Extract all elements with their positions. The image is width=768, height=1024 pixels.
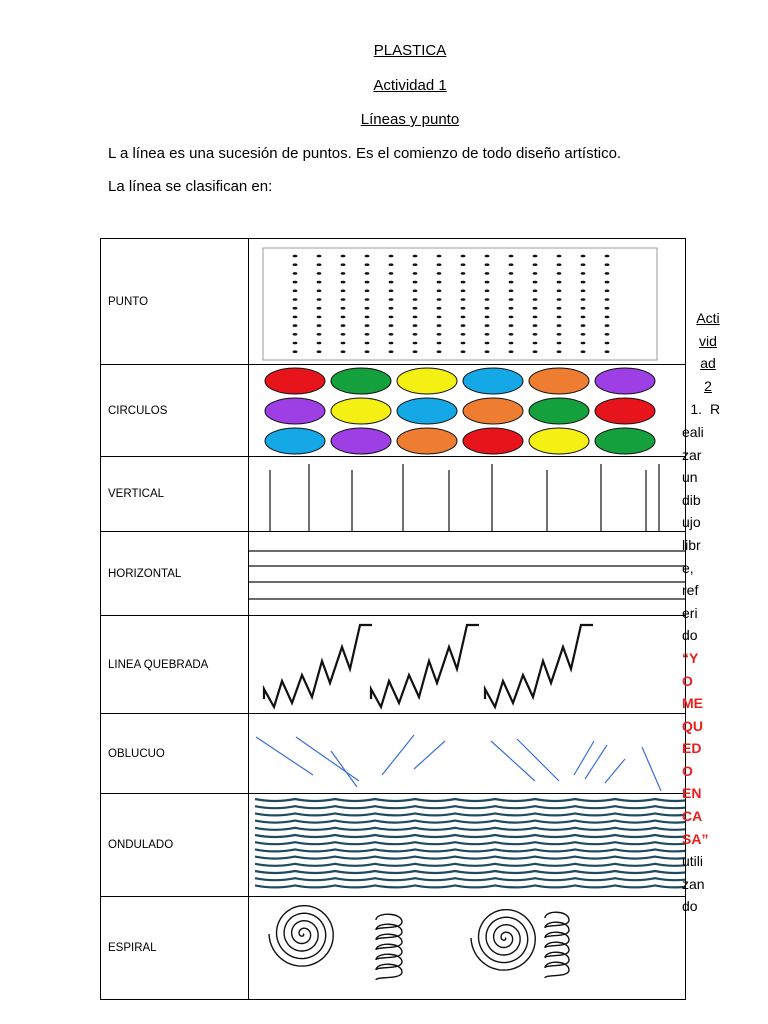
dot (293, 289, 298, 292)
dot (413, 324, 418, 327)
activity-title: Actividad 1 (373, 77, 447, 94)
dot (557, 341, 562, 344)
dot (485, 263, 490, 266)
dot (389, 341, 394, 344)
dot (485, 272, 490, 275)
dot (341, 280, 346, 283)
dot (533, 333, 538, 336)
dot (557, 254, 562, 257)
oblique-line (491, 741, 535, 781)
dot (533, 341, 538, 344)
dot (605, 298, 610, 301)
dot (317, 324, 322, 327)
row-label: HORIZONTAL (101, 532, 249, 616)
dot (389, 298, 394, 301)
dot (581, 306, 586, 309)
dot (293, 324, 298, 327)
list-number: 1. (690, 401, 702, 418)
dot (557, 272, 562, 275)
dot (293, 254, 298, 257)
wavy-line (255, 863, 685, 865)
wavy-line (255, 842, 685, 844)
dot (293, 306, 298, 309)
dot (461, 280, 466, 283)
dot (461, 341, 466, 344)
dot (557, 333, 562, 336)
dot (413, 254, 418, 257)
dot (389, 289, 394, 292)
dot (413, 350, 418, 353)
dot (557, 280, 562, 283)
dot-grid (249, 240, 685, 364)
dot (365, 280, 370, 283)
dot (461, 298, 466, 301)
dot (437, 254, 442, 257)
zigzag-line (485, 625, 593, 707)
colored-circle (397, 398, 457, 424)
dot (341, 289, 346, 292)
dot (437, 333, 442, 336)
horizontal-lines (249, 533, 685, 615)
wavy-lines (249, 795, 685, 896)
horizontal-lines-picture (249, 532, 686, 616)
row-label: LINEA QUEBRADA (101, 616, 249, 714)
colored-circle (463, 428, 523, 454)
colored-circle (463, 368, 523, 394)
highlight-word: O (682, 672, 693, 689)
dot (365, 289, 370, 292)
dot (413, 263, 418, 266)
dot (293, 350, 298, 353)
wavy-line (255, 835, 685, 837)
dot (485, 315, 490, 318)
highlight-word: ED (682, 740, 702, 757)
colored-circle (265, 398, 325, 424)
table-row (101, 457, 686, 532)
colored-circles (249, 366, 685, 456)
dot (365, 350, 370, 353)
oblique-line (296, 737, 359, 781)
colored-circle (265, 428, 325, 454)
dot (581, 272, 586, 275)
dot (437, 298, 442, 301)
dot (533, 306, 538, 309)
dot (581, 350, 586, 353)
highlight-word: “Y (682, 649, 699, 666)
dot (365, 272, 370, 275)
dot (365, 306, 370, 309)
dot (389, 263, 394, 266)
dot (341, 272, 346, 275)
dot (485, 324, 490, 327)
wavy-line (255, 827, 685, 829)
dot (317, 263, 322, 266)
activity-2-column (678, 307, 738, 918)
dot (533, 350, 538, 353)
dot (341, 254, 346, 257)
dot (533, 315, 538, 318)
instruction-word: ref (682, 582, 699, 599)
dot (509, 263, 514, 266)
highlight-word: O (682, 762, 693, 779)
dot (557, 263, 562, 266)
dot (581, 324, 586, 327)
dot (605, 350, 610, 353)
wavy-line (255, 878, 685, 880)
dot (461, 263, 466, 266)
dot (389, 306, 394, 309)
dot (437, 315, 442, 318)
dot (413, 272, 418, 275)
dot-grid-picture (249, 239, 686, 365)
dot (581, 254, 586, 257)
dot (605, 306, 610, 309)
wavy-line (255, 856, 685, 858)
dot (461, 350, 466, 353)
dot (533, 272, 538, 275)
dot (341, 341, 346, 344)
oblique-lines (249, 715, 685, 793)
wavy-picture (249, 794, 686, 897)
zigzag-line (371, 625, 479, 707)
colored-circle (529, 398, 589, 424)
dot (413, 306, 418, 309)
dot (365, 315, 370, 318)
dot (533, 254, 538, 257)
dot (485, 280, 490, 283)
dot (605, 263, 610, 266)
oblique-line (414, 741, 445, 769)
dot (317, 306, 322, 309)
dot (485, 298, 490, 301)
dot (461, 333, 466, 336)
spirals (249, 898, 685, 999)
highlight-word: CA (682, 808, 703, 825)
dot (341, 298, 346, 301)
instruction-word: do (682, 627, 698, 644)
wavy-line (255, 820, 685, 822)
instruction-word: R (710, 401, 721, 418)
dot (461, 254, 466, 257)
dot (557, 350, 562, 353)
dot (581, 280, 586, 283)
dot (413, 298, 418, 301)
oblique-line (331, 751, 357, 787)
dot (341, 263, 346, 266)
dot (413, 280, 418, 283)
dot (389, 333, 394, 336)
dot (413, 315, 418, 318)
zigzag-line (264, 625, 372, 707)
dot (533, 298, 538, 301)
instruction-first (678, 398, 738, 421)
dot (509, 306, 514, 309)
dot (341, 333, 346, 336)
colored-circle (595, 368, 655, 394)
dot (293, 333, 298, 336)
instruction-word: zan (682, 875, 705, 892)
zigzag-picture (249, 616, 686, 714)
spiral (269, 905, 333, 965)
table-row (101, 532, 686, 616)
dot (485, 333, 490, 336)
wavy-line (255, 806, 685, 808)
dot (581, 289, 586, 292)
colored-circle (331, 428, 391, 454)
dot (605, 324, 610, 327)
table-row (101, 239, 686, 365)
dot (509, 272, 514, 275)
dot (437, 280, 442, 283)
row-label: PUNTO (101, 239, 249, 365)
dot (293, 341, 298, 344)
dot (509, 254, 514, 257)
activity-2-heading: 2 (704, 377, 712, 394)
dot (581, 333, 586, 336)
dot (557, 298, 562, 301)
dot (485, 306, 490, 309)
dot (413, 333, 418, 336)
dot (509, 315, 514, 318)
dot (533, 280, 538, 283)
line-types-table (100, 238, 686, 1000)
highlight-word: EN (682, 785, 702, 802)
dot (605, 272, 610, 275)
highlight-word: ME (682, 695, 703, 712)
dot (533, 263, 538, 266)
dot (365, 254, 370, 257)
dot (437, 289, 442, 292)
instruction-word: eri (682, 604, 698, 621)
highlight-word: QU (682, 717, 703, 734)
dot (317, 280, 322, 283)
dot (389, 272, 394, 275)
dot (461, 306, 466, 309)
dot (365, 324, 370, 327)
dot (605, 341, 610, 344)
spiral-picture (249, 897, 686, 1000)
dot (509, 324, 514, 327)
dot (485, 254, 490, 257)
dot (389, 280, 394, 283)
instruction-word: eali (682, 423, 704, 440)
dot (317, 298, 322, 301)
dot (365, 263, 370, 266)
row-label: ONDULADO (101, 794, 249, 897)
dot (293, 280, 298, 283)
dot (605, 315, 610, 318)
dot (317, 350, 322, 353)
instruction-word: zar (682, 446, 702, 463)
highlight-word: SA” (682, 830, 709, 847)
dot (605, 280, 610, 283)
colored-circle (529, 428, 589, 454)
oblique-line (642, 747, 661, 791)
colored-circle (331, 398, 391, 424)
dot (605, 333, 610, 336)
dot (293, 298, 298, 301)
table-row (101, 794, 686, 897)
dot (533, 289, 538, 292)
instruction-word: do (682, 898, 698, 915)
coil-spiral (376, 914, 402, 980)
wavy-line (255, 813, 685, 815)
dot (461, 324, 466, 327)
dot (317, 254, 322, 257)
topic-title: Líneas y punto (360, 111, 460, 128)
dot (485, 350, 490, 353)
dot (341, 306, 346, 309)
vertical-lines (249, 458, 685, 531)
colored-circle (265, 368, 325, 394)
dot (413, 289, 418, 292)
dot (605, 254, 610, 257)
dot (581, 341, 586, 344)
row-label: CIRCULOS (101, 365, 249, 457)
dot (341, 350, 346, 353)
dot (485, 289, 490, 292)
dot (317, 333, 322, 336)
dot (605, 289, 610, 292)
table-row (101, 616, 686, 714)
dot (389, 350, 394, 353)
dot (509, 280, 514, 283)
dot (389, 315, 394, 318)
dot (365, 341, 370, 344)
table-row (101, 897, 686, 1000)
dot (365, 298, 370, 301)
dot (437, 324, 442, 327)
dot (317, 289, 322, 292)
dot (533, 324, 538, 327)
wavy-line (255, 849, 685, 851)
instruction-word: libr (682, 536, 701, 553)
dot (437, 341, 442, 344)
oblique-line (605, 759, 625, 783)
dot (509, 298, 514, 301)
dot (317, 315, 322, 318)
row-label: VERTICAL (101, 457, 249, 532)
dot (509, 341, 514, 344)
dot (293, 272, 298, 275)
dot (437, 350, 442, 353)
instruction-word: utili (682, 853, 704, 870)
dot (389, 324, 394, 327)
colored-circle (595, 398, 655, 424)
dot (557, 306, 562, 309)
colored-circle (529, 368, 589, 394)
dot (437, 263, 442, 266)
zigzag-lines (249, 617, 685, 713)
dot (461, 315, 466, 318)
dot (317, 341, 322, 344)
instruction-word: dib (682, 491, 701, 508)
instruction-word: e, (682, 559, 694, 576)
oblique-line (382, 735, 414, 775)
colored-circle (595, 428, 655, 454)
dot (413, 341, 418, 344)
wavy-line (255, 871, 685, 873)
dot (509, 289, 514, 292)
dot (293, 315, 298, 318)
wavy-line (255, 885, 685, 887)
vertical-lines-picture (249, 457, 686, 532)
wavy-line (255, 799, 685, 801)
dot (509, 333, 514, 336)
dot (461, 272, 466, 275)
page-subject: PLASTICA (373, 42, 447, 59)
dot (365, 333, 370, 336)
dot (437, 272, 442, 275)
dot (341, 324, 346, 327)
dot (581, 263, 586, 266)
activity-2-heading: Acti (696, 310, 720, 326)
instruction-word: ujo (682, 514, 701, 531)
row-label: OBLUCUO (101, 714, 249, 794)
colored-circle (397, 428, 457, 454)
coil-spiral (545, 912, 569, 978)
colored-circle (463, 398, 523, 424)
colored-circle (397, 368, 457, 394)
table-row (101, 714, 686, 794)
dot (461, 289, 466, 292)
dot (485, 341, 490, 344)
dot (317, 272, 322, 275)
dot (437, 306, 442, 309)
oblique-picture (249, 714, 686, 794)
oblique-line (517, 739, 559, 781)
dot (293, 263, 298, 266)
spiral (471, 909, 535, 969)
dot (389, 254, 394, 257)
dot (341, 315, 346, 318)
dot (557, 324, 562, 327)
dot (557, 289, 562, 292)
table-row (101, 365, 686, 457)
circles-picture (249, 365, 686, 457)
instruction-word: un (682, 469, 698, 486)
activity-2-heading: vid (699, 332, 717, 349)
row-label: ESPIRAL (101, 897, 249, 1000)
dot (557, 315, 562, 318)
dot (581, 298, 586, 301)
intro-classify: La línea se clasifican en: (108, 178, 273, 195)
colored-circle (331, 368, 391, 394)
intro-paragraph: L a línea es una sucesión de puntos. Es el comienzo de todo diseño artístico. (108, 145, 622, 162)
dot (509, 350, 514, 353)
dot (581, 315, 586, 318)
activity-2-heading: ad (700, 355, 716, 372)
